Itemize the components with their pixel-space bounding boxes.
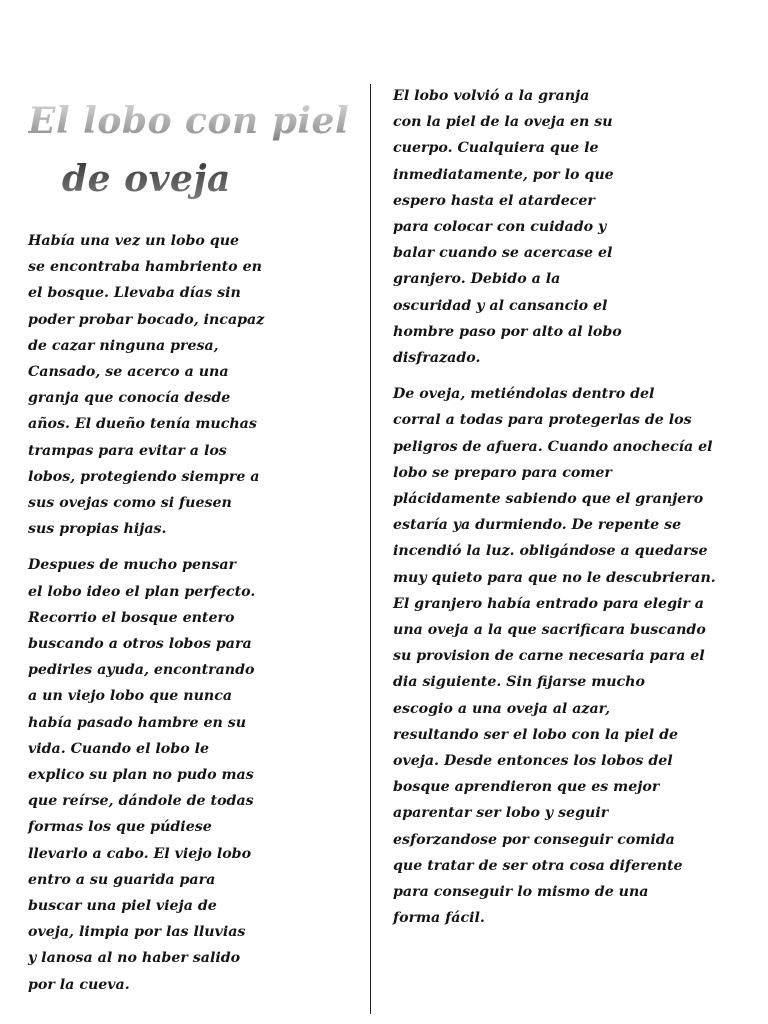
text-line: El granjero había entrado para elegir a [393, 595, 704, 612]
text-line: forma fácil. [393, 910, 485, 927]
text-line: formas los que púdiese [28, 819, 212, 836]
text-line: de cazar ninguna presa, [28, 337, 219, 354]
text-line: espero hasta el atardecer [393, 192, 595, 209]
story-title-line-1: El lobo con piel [28, 100, 350, 142]
text-line: buscando a otros lobos para [28, 636, 252, 653]
text-line: granjero. Debido a la [393, 271, 561, 288]
right-column [393, 83, 731, 942]
text-line: cuerpo. Cualquiera que le [393, 140, 599, 157]
column-divider [370, 84, 371, 1014]
text-line: escogio a una oveja al azar, [393, 700, 611, 717]
text-line: entro a su guarida para [28, 871, 216, 888]
text-line: una oveja a la que sacrificara buscando [393, 622, 706, 639]
text-line: llevarlo a cabo. El viejo lobo [28, 845, 252, 862]
text-line: balar cuando se acercase el [393, 245, 613, 262]
text-line: para colocar con cuidado y [393, 219, 607, 236]
text-line: oveja. Desde entonces los lobos del [393, 753, 673, 770]
text-line: el lobo ideo el plan perfecto. [28, 583, 256, 600]
text-line: trampas para evitar a los [28, 442, 227, 459]
text-line: bosque aprendieron que es mejor [393, 779, 660, 796]
text-line: había pasado hambre en su [28, 714, 247, 731]
text-line: oscuridad y al cansancio el [393, 297, 608, 314]
text-line: peligros de afuera. Cuando anochecía el [393, 438, 713, 455]
text-line: sus ovejas como si fuesen [28, 495, 232, 512]
text-line: Había una vez un lobo que [28, 233, 240, 249]
left-column-paragraph [28, 228, 268, 542]
text-line: su provision de carne necesaria para el [393, 648, 705, 665]
text-line: el bosque. Llevaba días sin [28, 285, 241, 302]
text-line: a un viejo lobo que nunca [28, 688, 233, 705]
left-column [28, 228, 268, 1008]
text-line: vida. Cuando el lobo le [28, 740, 210, 757]
text-line: muy quieto para que no le descubrieran. [393, 569, 716, 586]
text-line: De oveja, metiéndolas dentro del [393, 386, 655, 403]
right-column-paragraph [393, 381, 731, 931]
text-line: explico su plan no pudo mas [28, 767, 254, 784]
text-line: resultando ser el lobo con la piel de [393, 726, 679, 743]
story-title [28, 92, 358, 208]
text-line: y lanosa al no haber salido [28, 950, 241, 967]
text-line: corral a todas para protegerlas de los [393, 412, 692, 429]
text-line: aparentar ser lobo y seguir [393, 805, 609, 822]
text-line: para conseguir lo mismo de una [393, 884, 649, 901]
text-line: El lobo volvió a la granja [393, 88, 590, 104]
text-line: esforzandose por conseguir comida [393, 831, 675, 848]
text-line: hombre paso por alto al lobo [393, 323, 622, 340]
text-line: con la piel de la oveja en su [393, 114, 613, 131]
text-line: dia siguiente. Sin fijarse mucho [393, 674, 645, 691]
right-column-paragraph [393, 83, 731, 371]
text-line: granja que conocía desde [28, 390, 231, 407]
text-line: oveja, limpia por las lluvias [28, 924, 246, 941]
left-column-paragraph [28, 552, 268, 997]
story-title-line-2: de oveja [62, 158, 231, 200]
text-line: Recorrio el bosque entero [28, 609, 235, 626]
text-line: se encontraba hambriento en [28, 259, 262, 276]
text-line: lobo se preparo para comer [393, 464, 612, 481]
text-line: incendió la luz. obligándose a quedarse [393, 543, 708, 560]
text-line: que reírse, dándole de todas [28, 793, 254, 810]
text-line: pedirles ayuda, encontrando [28, 662, 255, 679]
text-line: inmediatamente, por lo que [393, 166, 614, 183]
text-line: estaría ya durmiendo. De repente se [393, 517, 682, 534]
text-line: poder probar bocado, incapaz [28, 311, 265, 328]
text-line: Cansado, se acerco a una [28, 364, 229, 381]
text-line: que tratar de ser otra cosa diferente [393, 857, 683, 874]
text-line: sus propias hijas. [28, 521, 167, 538]
text-line: disfrazado. [393, 350, 481, 367]
text-line: buscar una piel vieja de [28, 898, 217, 915]
text-line: Despues de mucho pensar [28, 557, 236, 574]
text-line: plácidamente sabiendo que el granjero [393, 491, 704, 508]
text-line: años. El dueño tenía muchas [28, 416, 257, 433]
text-line: lobos, protegiendo siempre a [28, 468, 260, 485]
text-line: por la cueva. [28, 976, 130, 993]
